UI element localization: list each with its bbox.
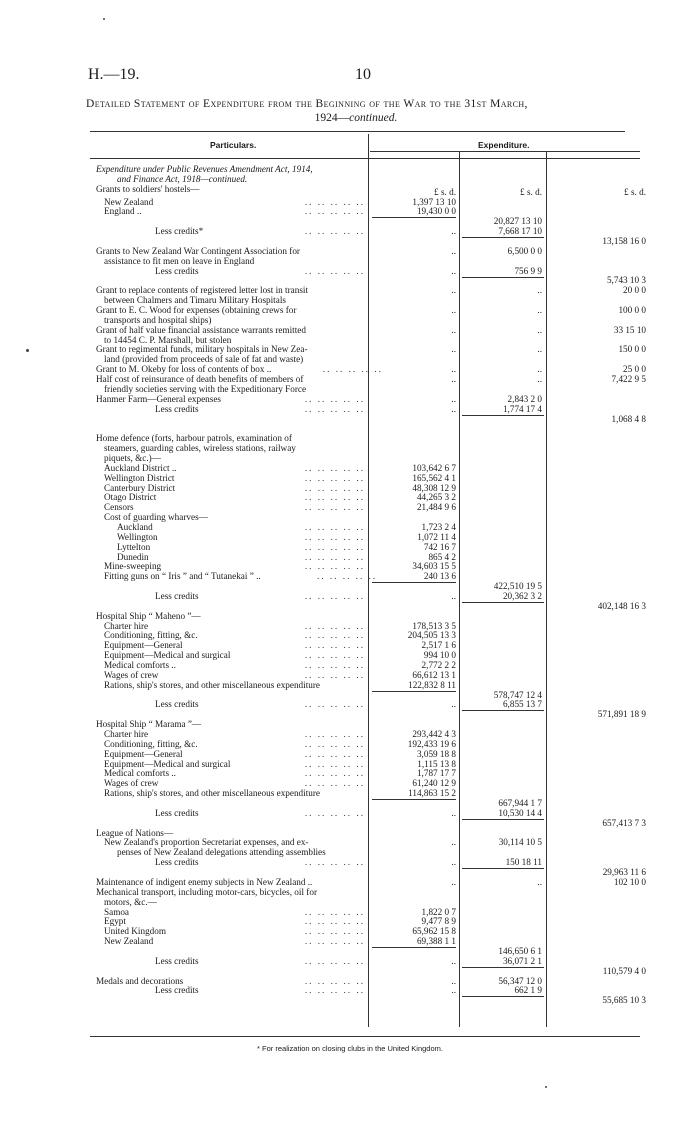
row-particulars: Hanmer Farm—General expenses xyxy=(96,394,222,404)
amount-c3: 20 0 0 xyxy=(623,285,646,295)
row-particulars: transports and hospital ships) xyxy=(104,315,212,325)
amount-c1: 204,505 13 3 xyxy=(407,630,456,640)
amount-c1: 1,787 17 7 xyxy=(416,768,456,778)
row-particulars: Half cost of reinsurance of death benefits of members of xyxy=(96,374,304,384)
dot-leaders: .. .. .. .. .. xyxy=(304,759,365,769)
amount-c2: .. xyxy=(537,285,542,295)
row-particulars: Less credits* xyxy=(155,226,204,236)
row-particulars: Mechanical transport, including motor-cars, bicycles, oil for xyxy=(96,887,318,897)
footnote: * For realization on closing clubs in the United Kingdom. xyxy=(257,1044,443,1053)
amount-c1: 1,397 13 10 xyxy=(412,197,456,207)
row-particulars: piquets, &c.)— xyxy=(104,453,161,463)
amount-c1: .. xyxy=(451,877,456,887)
row-particulars: New Zealand xyxy=(104,197,154,207)
amount-c3: 55,685 10 3 xyxy=(602,995,646,1005)
amount-c1: 742 16 7 xyxy=(423,542,456,552)
amount-c2: 422,510 19 5 xyxy=(493,581,542,591)
amount-c2: .. xyxy=(537,877,542,887)
amount-c1: .. xyxy=(451,344,456,354)
amount-c2: 56,347 12 0 xyxy=(498,976,542,986)
row-particulars: Hospital Ship “ Marama ”— xyxy=(96,719,202,729)
row-particulars: Grant to M. Okeby for loss of contents of box .. xyxy=(96,364,272,374)
amount-c1: .. xyxy=(451,374,456,384)
amount-c1: 122,832 8 11 xyxy=(408,680,456,690)
row-particulars: Less credits xyxy=(155,808,199,818)
amount-c2: 1,774 17 4 xyxy=(502,404,542,414)
row-particulars: Wellington xyxy=(117,532,158,542)
scan-speck xyxy=(26,349,29,352)
row-particulars: Conditioning, fitting, &c. xyxy=(104,739,198,749)
dot-leaders: .. .. .. .. .. xyxy=(304,266,365,276)
amount-c2: .. xyxy=(537,325,542,335)
amount-c1: 293,442 4 3 xyxy=(412,729,456,739)
dot-leaders: .. .. .. .. .. xyxy=(304,976,365,986)
amount-c1: .. xyxy=(451,985,456,995)
row-particulars: Grant to regimental funds, military hospitals in New Zea- xyxy=(96,344,308,354)
dot-leaders: .. .. .. .. .. xyxy=(304,778,365,788)
row-particulars: Home defence (forts, harbour patrols, examination of xyxy=(96,433,292,443)
amount-c1: 66,612 13 1 xyxy=(412,670,456,680)
amount-c2: 10,530 14 4 xyxy=(498,808,542,818)
amount-c3: 1,068 4 8 xyxy=(611,414,646,424)
row-particulars: England .. xyxy=(104,206,142,216)
amount-c1: 114,863 15 2 xyxy=(408,788,456,798)
row-particulars: and Finance Act, 1918—continued. xyxy=(117,174,248,184)
amount-c1: 9,477 8 9 xyxy=(421,916,456,926)
row-particulars: to 14454 C. P. Marshall, but stolen xyxy=(104,335,232,345)
amount-c1: 1,723 2 4 xyxy=(421,522,456,532)
row-particulars: friendly societies serving with the Expeditionary Force xyxy=(104,384,307,394)
row-particulars: Wellington District xyxy=(104,473,175,483)
dot-leaders: .. .. .. .. .. xyxy=(304,936,365,946)
row-particulars: Dunedin xyxy=(117,552,149,562)
dot-leaders: .. .. .. .. .. xyxy=(304,749,365,759)
row-particulars: Equipment—Medical and surgical xyxy=(104,650,231,660)
row-particulars: Grant to E. C. Wood for expenses (obtaining crews for xyxy=(96,305,297,315)
particulars-header: Particulars. xyxy=(210,140,257,150)
amount-c1: 865 4 2 xyxy=(428,552,456,562)
dot-leaders: .. .. .. .. .. xyxy=(304,463,365,473)
expenditure-header: Expenditure. xyxy=(478,140,530,150)
amount-c2: 20,827 13 10 xyxy=(493,216,542,226)
row-particulars: Auckland District .. xyxy=(104,463,177,473)
amount-c1: 1,072 11 4 xyxy=(417,532,456,542)
row-particulars: Fitting guns on “ Iris ” and “ Tutanekai ” .. xyxy=(104,571,261,581)
amount-c3: 150 0 0 xyxy=(618,344,646,354)
amount-c2: 578,747 12 4 xyxy=(493,690,542,700)
row-particulars: Less credits xyxy=(155,591,199,601)
row-particulars: Less credits xyxy=(155,266,199,276)
dot-leaders: .. .. .. .. .. xyxy=(304,591,365,601)
dot-leaders: .. .. .. .. .. xyxy=(304,650,365,660)
row-particulars: Rations, ship's stores, and other miscellaneous expenditure xyxy=(104,788,320,798)
amount-c2: 6,500 0 0 xyxy=(507,246,542,256)
row-particulars: Lyttelton xyxy=(117,542,151,552)
row-particulars: Grant of half value financial assistance warrants remitted xyxy=(96,325,306,335)
amount-c3: 7,422 9 5 xyxy=(611,374,646,384)
dot-leaders: .. .. .. .. .. xyxy=(304,621,365,631)
amount-c1: .. xyxy=(451,325,456,335)
statement-title-continued xyxy=(86,112,626,124)
row-particulars: Censors xyxy=(104,502,134,512)
row-particulars: Maintenance of indigent enemy subjects in New Zealand .. xyxy=(96,877,313,887)
row-particulars: Medical comforts .. xyxy=(104,768,176,778)
row-particulars: Less credits xyxy=(155,956,199,966)
amount-c1: 48,308 12 9 xyxy=(412,483,456,493)
amount-c1: .. xyxy=(451,808,456,818)
row-particulars: Wages of crew xyxy=(104,670,159,680)
row-particulars: Equipment—General xyxy=(104,640,183,650)
row-particulars: Conditioning, fitting, &c. xyxy=(104,630,198,640)
row-particulars: Samoa xyxy=(104,907,130,917)
amount-c1: 165,562 4 1 xyxy=(412,473,456,483)
row-particulars: Rations, ship's stores, and other miscellaneous expenditure xyxy=(104,680,320,690)
row-particulars: Hospital Ship “ Maheno ”— xyxy=(96,611,201,621)
row-particulars: assistance to fit men on leave in England xyxy=(104,256,255,266)
row-particulars: Charter hire xyxy=(104,729,149,739)
amount-c1: .. xyxy=(451,226,456,236)
amount-c1: 192,433 19 6 xyxy=(407,739,456,749)
amount-c1: 34,603 15 5 xyxy=(412,561,456,571)
amount-c1: .. xyxy=(451,246,456,256)
amount-c3: 402,148 16 3 xyxy=(597,601,646,611)
dot-leaders: .. .. .. .. .. xyxy=(304,532,365,542)
amount-c1: 19,430 0 0 xyxy=(416,206,456,216)
amount-c3: 5,743 10 3 xyxy=(606,275,646,285)
amount-c1: .. xyxy=(451,956,456,966)
amount-c1: 994 10 0 xyxy=(423,650,456,660)
currency-label-3: £ s. d. xyxy=(624,187,646,197)
amount-c1: 103,642 6 7 xyxy=(412,463,456,473)
amount-c1: 240 13 6 xyxy=(423,571,456,581)
amount-c3: 110,579 4 0 xyxy=(602,966,646,976)
amount-c1: 2,517 1 6 xyxy=(421,640,456,650)
dot-leaders: .. .. .. .. .. xyxy=(304,552,365,562)
amount-c2: 36,071 2 1 xyxy=(502,956,542,966)
page-number: 10 xyxy=(355,66,371,83)
row-particulars: Equipment—Medical and surgical xyxy=(104,759,231,769)
dot-leaders: .. .. .. .. .. xyxy=(322,364,383,374)
amount-c1: 61,240 12 9 xyxy=(412,778,456,788)
table-bottom-rule xyxy=(90,1036,640,1037)
row-particulars: Less credits xyxy=(155,985,199,995)
row-particulars: Auckland xyxy=(117,522,153,532)
row-particulars: New Zealand's proportion Secretariat expenses, and ex- xyxy=(104,837,309,847)
title-year: 1924— xyxy=(314,112,350,124)
row-particulars: land (provided from proceeds of sale of fat and waste) xyxy=(104,354,304,364)
row-particulars: Cost of guarding wharves— xyxy=(104,512,208,522)
table-row xyxy=(0,184,700,195)
scan-speck xyxy=(545,1086,547,1088)
amount-c1: .. xyxy=(451,857,456,867)
dot-leaders: .. .. .. .. .. xyxy=(304,226,365,236)
amount-c1: 44,265 3 2 xyxy=(416,492,456,502)
amount-c2: 2,843 2 0 xyxy=(507,394,542,404)
row-particulars: penses of New Zealand delegations attending assemblies xyxy=(117,847,326,857)
dot-leaders: .. .. .. .. .. xyxy=(304,522,365,532)
dot-leaders: .. .. .. .. .. xyxy=(304,808,365,818)
amount-c2: .. xyxy=(537,305,542,315)
amount-c3: 25 0 0 xyxy=(623,364,646,374)
amount-c1: 21,484 9 6 xyxy=(416,502,456,512)
amount-c1: .. xyxy=(451,394,456,404)
dot-leaders: .. .. .. .. .. xyxy=(304,670,365,680)
row-particulars: Grants to soldiers' hostels— xyxy=(96,184,200,194)
dot-leaders: .. .. .. .. .. xyxy=(304,729,365,739)
amount-c1: .. xyxy=(451,266,456,276)
amount-c1: 178,513 3 5 xyxy=(412,621,456,631)
row-particulars: Wages of crew xyxy=(104,778,159,788)
amount-c1: .. xyxy=(451,837,456,847)
row-particulars: Medical comforts .. xyxy=(104,660,176,670)
amount-c1: 69,388 1 1 xyxy=(416,936,456,946)
row-particulars: steamers, guarding cables, wireless stations, railway xyxy=(104,443,296,453)
scan-speck xyxy=(103,18,105,20)
dot-leaders: .. .. .. .. .. xyxy=(304,197,365,207)
dot-leaders: .. .. .. .. .. xyxy=(304,907,365,917)
amount-c1: .. xyxy=(451,404,456,414)
amount-c3: 571,891 18 9 xyxy=(597,709,646,719)
amount-c2: .. xyxy=(537,364,542,374)
amount-c2: .. xyxy=(537,344,542,354)
row-particulars: Medals and decorations xyxy=(96,976,184,986)
row-particulars: Grants to New Zealand War Contingent Association for xyxy=(96,246,300,256)
row-particulars: Equipment—General xyxy=(104,749,183,759)
dot-leaders: .. .. .. .. .. xyxy=(304,985,365,995)
dot-leaders: .. .. .. .. .. xyxy=(304,916,365,926)
amount-c2: 667,944 1 7 xyxy=(498,798,542,808)
table-row xyxy=(0,995,700,1006)
dot-leaders: .. .. .. .. .. xyxy=(304,739,365,749)
dot-leaders: .. .. .. .. .. xyxy=(304,857,365,867)
amount-c3: 102 10 0 xyxy=(613,877,646,887)
row-particulars: New Zealand xyxy=(104,936,154,946)
dot-leaders: .. .. .. .. .. xyxy=(304,404,365,414)
amount-c3: 657,413 7 3 xyxy=(602,818,646,828)
amount-c1: 2,772 2 2 xyxy=(421,660,456,670)
amount-c1: 3,059 18 8 xyxy=(416,749,456,759)
dot-leaders: .. .. .. .. .. xyxy=(304,483,365,493)
dot-leaders: .. .. .. .. .. xyxy=(304,956,365,966)
row-particulars: Canterbury District xyxy=(104,483,176,493)
amount-c1: .. xyxy=(451,364,456,374)
expenditure-header-rule xyxy=(370,151,640,152)
amount-c1: .. xyxy=(451,285,456,295)
dot-leaders: .. .. .. .. .. xyxy=(304,660,365,670)
dot-leaders: .. .. .. .. .. xyxy=(304,473,365,483)
amount-c1: 1,115 13 8 xyxy=(417,759,456,769)
dot-leaders: .. .. .. .. .. xyxy=(304,561,365,571)
currency-label-1: £ s. d. xyxy=(434,187,456,197)
dot-leaders: .. .. .. .. .. xyxy=(304,640,365,650)
row-particulars: Mine-sweeping xyxy=(104,561,162,571)
dot-leaders: .. .. .. .. .. xyxy=(304,630,365,640)
amount-c1: 1,822 0 7 xyxy=(421,907,456,917)
amount-c2: 756 9 9 xyxy=(514,266,542,276)
amount-c3: 13,158 16 0 xyxy=(602,236,646,246)
amount-c2: 146,650 6 1 xyxy=(498,946,542,956)
amount-c2: 20,362 3 2 xyxy=(502,591,542,601)
amount-c1: .. xyxy=(451,591,456,601)
statement-title: Detailed Statement of Expenditure from the Beginning of the War to the 31st March, xyxy=(86,98,528,110)
dot-leaders: .. .. .. .. .. xyxy=(304,926,365,936)
amount-c3: 33 15 10 xyxy=(613,325,646,335)
row-particulars: Less credits xyxy=(155,857,199,867)
amount-c3: 29,963 11 6 xyxy=(602,867,646,877)
amount-c3: 100 0 0 xyxy=(618,305,646,315)
amount-c1: .. xyxy=(451,305,456,315)
row-particulars: motors, &c.— xyxy=(104,897,157,907)
row-particulars: United Kingdom xyxy=(104,926,167,936)
dot-leaders: .. .. .. .. .. xyxy=(317,571,378,581)
row-particulars: Egypt xyxy=(104,916,126,926)
row-particulars: Otago District xyxy=(104,492,157,502)
row-particulars: Grant to replace contents of registered letter lost in transit xyxy=(96,285,309,295)
amount-c1: 65,962 15 8 xyxy=(412,926,456,936)
dot-leaders: .. .. .. .. .. xyxy=(304,492,365,502)
dot-leaders: .. .. .. .. .. xyxy=(304,699,365,709)
header-bottom-rule xyxy=(90,158,640,159)
dot-leaders: .. .. .. .. .. xyxy=(304,542,365,552)
amount-c2: 7,668 17 10 xyxy=(498,226,542,236)
row-particulars: League of Nations— xyxy=(96,828,174,838)
amount-c2: 150 18 11 xyxy=(505,857,542,867)
amount-c1: .. xyxy=(451,699,456,709)
document-reference: H.—19. xyxy=(88,66,140,83)
amount-c1: .. xyxy=(451,976,456,986)
currency-label-2: £ s. d. xyxy=(520,187,542,197)
row-particulars: Expenditure under Public Revenues Amendment Act, 1914, xyxy=(96,164,313,174)
row-particulars: Charter hire xyxy=(104,621,149,631)
row-particulars: between Chalmers and Timaru Military Hospitals xyxy=(104,295,286,305)
row-particulars: Less credits xyxy=(155,699,199,709)
dot-leaders: .. .. .. .. .. xyxy=(304,206,365,216)
dot-leaders: .. .. .. .. .. xyxy=(304,768,365,778)
dot-leaders: .. .. .. .. .. xyxy=(304,502,365,512)
amount-c2: 662 1 9 xyxy=(514,985,542,995)
amount-c2: 6,855 13 7 xyxy=(502,699,542,709)
row-particulars: Less credits xyxy=(155,404,199,414)
amount-c2: .. xyxy=(537,374,542,384)
title-continued: continued. xyxy=(349,112,398,124)
table-top-rule xyxy=(90,131,625,132)
amount-c2: 30,114 10 5 xyxy=(498,837,542,847)
dot-leaders: .. .. .. .. .. xyxy=(304,394,365,404)
